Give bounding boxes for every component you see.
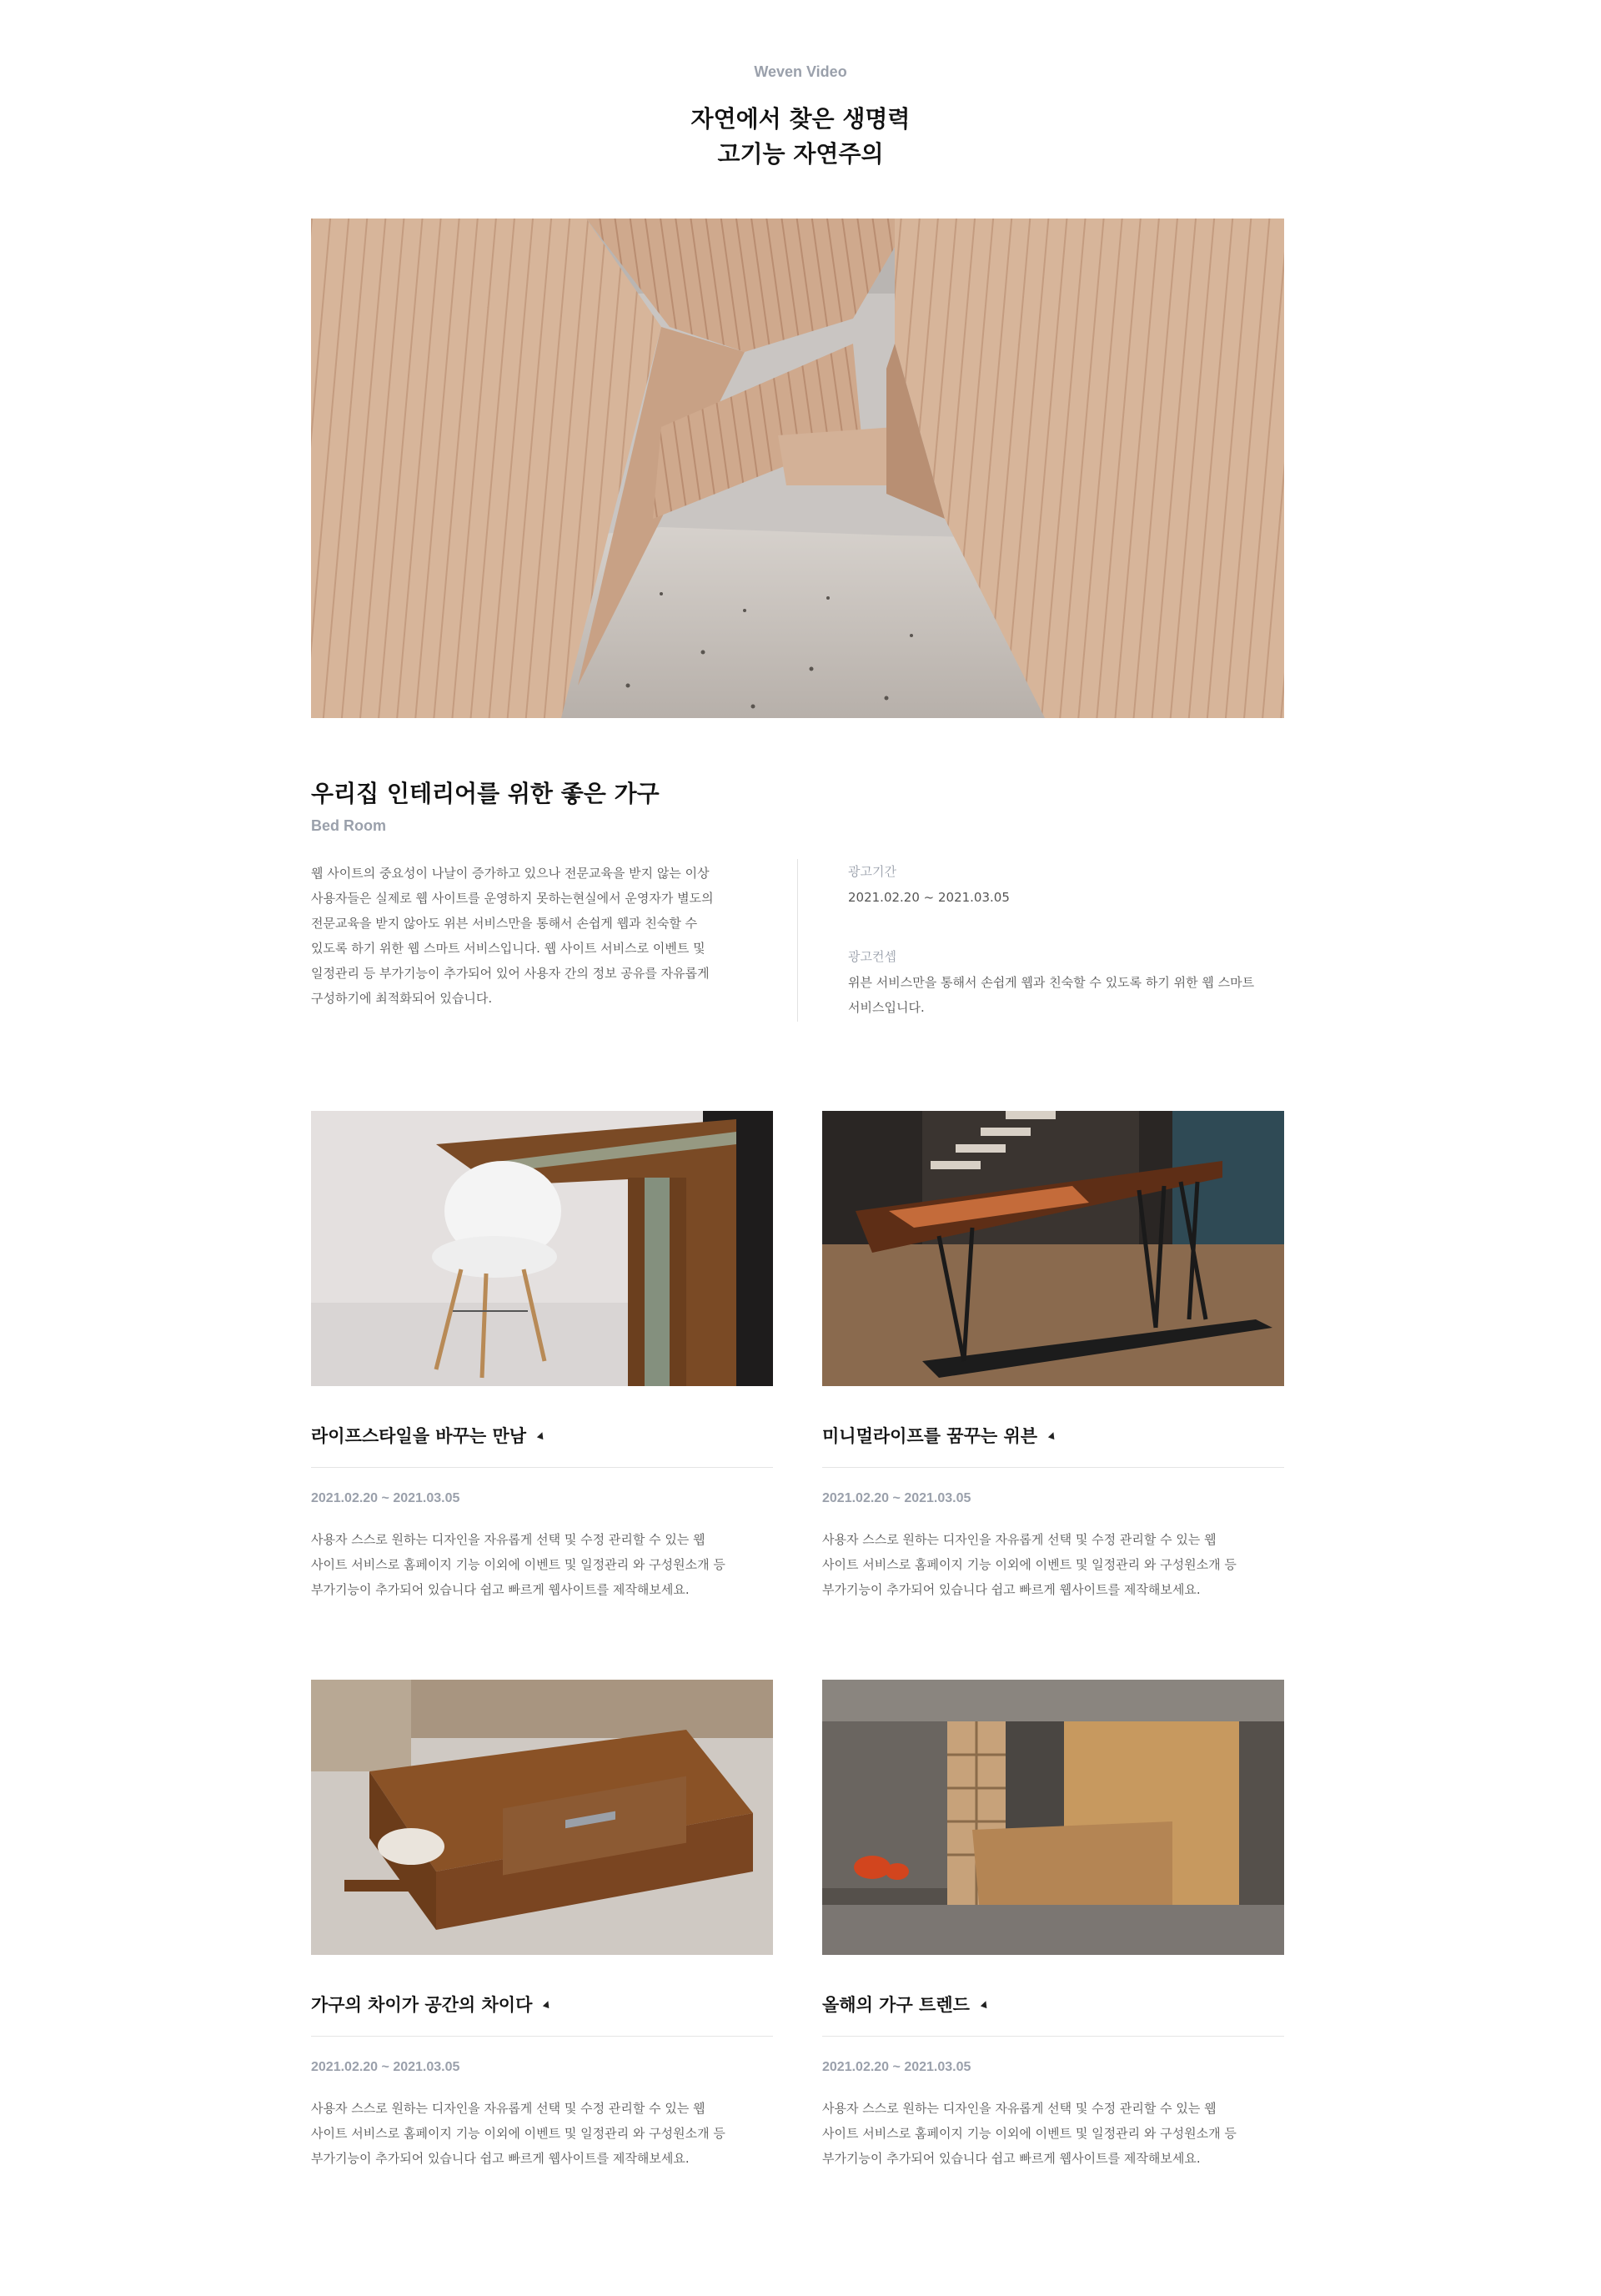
card-description (822, 1527, 1284, 1602)
card-description-line: 사이트 서비스로 홈페이지 기능 이외에 이벤트 및 일정관리 와 구성원소개 등 (311, 2126, 725, 2141)
card-date: 2021.02.20 ~ 2021.03.05 (822, 1491, 971, 1505)
card-title-text[interactable]: 가구의 차이가 공간의 차이다 (311, 1995, 533, 2015)
card-furniture-difference[interactable] (311, 1680, 773, 2171)
feature-body-line: 사용자들은 실제로 웹 사이트를 운영하지 못하는현실에서 운영자가 별도의 (311, 891, 714, 906)
coffee-table-image (311, 1680, 773, 1955)
ad-concept-label: 광고컨셉 (848, 949, 896, 964)
ad-concept-value (848, 970, 1254, 1020)
card-title[interactable] (822, 1992, 1284, 2017)
card-date: 2021.02.20 ~ 2021.03.05 (822, 2060, 971, 2074)
reception-desk-image (822, 1680, 1284, 1955)
card-title-text[interactable]: 미니멀라이프를 꿈꾸는 위븐 (822, 1426, 1038, 1446)
card-lifestyle[interactable] (311, 1111, 773, 1602)
card-description-line: 사이트 서비스로 홈페이지 기능 이외에 이벤트 및 일정관리 와 구성원소개 등 (311, 1557, 725, 1572)
card-minimal-life[interactable] (822, 1111, 1284, 1602)
arrow-up-right-icon (537, 1431, 545, 1439)
feature-title: 우리집 인테리어를 위한 좋은 가구 (311, 780, 660, 807)
vertical-divider (797, 859, 798, 1022)
hero-image[interactable] (311, 219, 1284, 718)
hero-image-graphic (311, 219, 1284, 718)
card-title-text[interactable]: 올해의 가구 트렌드 (822, 1995, 970, 2015)
feature-body (311, 861, 765, 1011)
card-image[interactable] (311, 1680, 773, 1955)
ad-concept-line: 위븐 서비스만을 통해서 손쉽게 웹과 친숙할 수 있도록 하기 위한 웹 스마트 (848, 975, 1255, 990)
card-description-line: 사용자 스스로 원하는 디자인을 자유롭게 선택 및 수정 관리할 수 있는 웹 (822, 2101, 1217, 2116)
feature-body-line: 웹 사이트의 중요성이 나날이 증가하고 있으나 전문교육을 받지 않는 이상 (311, 866, 710, 881)
ad-concept-line: 서비스입니다. (848, 1000, 925, 1015)
card-description-line: 부가기능이 추가되어 있습니다 쉽고 빠르게 웹사이트를 제작해보세요. (311, 2151, 690, 2166)
feature-body-line: 전문교육을 받지 않아도 위븐 서비스만을 통해서 손쉽게 웹과 친숙할 수 (311, 916, 698, 931)
card-description-line: 사이트 서비스로 홈페이지 기능 이외에 이벤트 및 일정관리 와 구성원소개 등 (822, 2126, 1237, 2141)
ad-period-label: 광고기간 (848, 864, 896, 879)
card-divider (822, 1467, 1284, 1468)
card-divider (311, 2036, 773, 2037)
hero-title (0, 102, 1601, 172)
chair-table-image (311, 1111, 773, 1386)
card-title[interactable] (311, 1423, 773, 1448)
card-description-line: 사용자 스스로 원하는 디자인을 자유롭게 선택 및 수정 관리할 수 있는 웹 (311, 1532, 705, 1547)
hero-title-line-1: 자연에서 찾은 생명력 (690, 105, 911, 133)
card-divider (822, 2036, 1284, 2037)
card-furniture-trend[interactable] (822, 1680, 1284, 2171)
ad-concept (848, 947, 1254, 1020)
ad-period-value: 2021.02.20 ~ 2021.03.05 (848, 890, 1010, 905)
card-description (311, 1527, 773, 1602)
feature-body-line: 있도록 하기 위한 웹 스마트 서비스입니다. 웹 사이트 서비스로 이벤트 및 (311, 941, 705, 956)
resin-table-image (822, 1111, 1284, 1386)
card-divider (311, 1467, 773, 1468)
hero-title-line-2: 고기능 자연주의 (717, 140, 884, 168)
card-date: 2021.02.20 ~ 2021.03.05 (311, 1491, 460, 1505)
card-description-line: 부가기능이 추가되어 있습니다 쉽고 빠르게 웹사이트를 제작해보세요. (822, 1582, 1201, 1597)
card-image[interactable] (822, 1680, 1284, 1955)
card-image[interactable] (822, 1111, 1284, 1386)
card-image[interactable] (311, 1111, 773, 1386)
card-description (822, 2096, 1284, 2171)
feature-body-line: 구성하기에 최적화되어 있습니다. (311, 991, 493, 1006)
card-description-line: 사용자 스스로 원하는 디자인을 자유롭게 선택 및 수정 관리할 수 있는 웹 (311, 2101, 705, 2116)
feature-body-line: 일정관리 등 부가기능이 추가되어 있어 사용자 간의 정보 공유를 자유롭게 (311, 966, 710, 981)
card-description-line: 사이트 서비스로 홈페이지 기능 이외에 이벤트 및 일정관리 와 구성원소개 등 (822, 1557, 1237, 1572)
arrow-up-right-icon (981, 2000, 989, 2008)
feature-subtitle: Bed Room (311, 817, 386, 834)
card-title[interactable] (822, 1423, 1284, 1448)
card-title[interactable] (311, 1992, 773, 2017)
arrow-up-right-icon (543, 2000, 551, 2008)
card-description (311, 2096, 773, 2171)
ad-period (848, 862, 1010, 910)
arrow-up-right-icon (1048, 1431, 1056, 1439)
section-eyebrow: Weven Video (754, 63, 847, 80)
card-date: 2021.02.20 ~ 2021.03.05 (311, 2060, 460, 2074)
card-title-text[interactable]: 라이프스타일을 바꾸는 만남 (311, 1426, 527, 1446)
card-description-line: 부가기능이 추가되어 있습니다 쉽고 빠르게 웹사이트를 제작해보세요. (311, 1582, 690, 1597)
card-description-line: 부가기능이 추가되어 있습니다 쉽고 빠르게 웹사이트를 제작해보세요. (822, 2151, 1201, 2166)
card-description-line: 사용자 스스로 원하는 디자인을 자유롭게 선택 및 수정 관리할 수 있는 웹 (822, 1532, 1217, 1547)
